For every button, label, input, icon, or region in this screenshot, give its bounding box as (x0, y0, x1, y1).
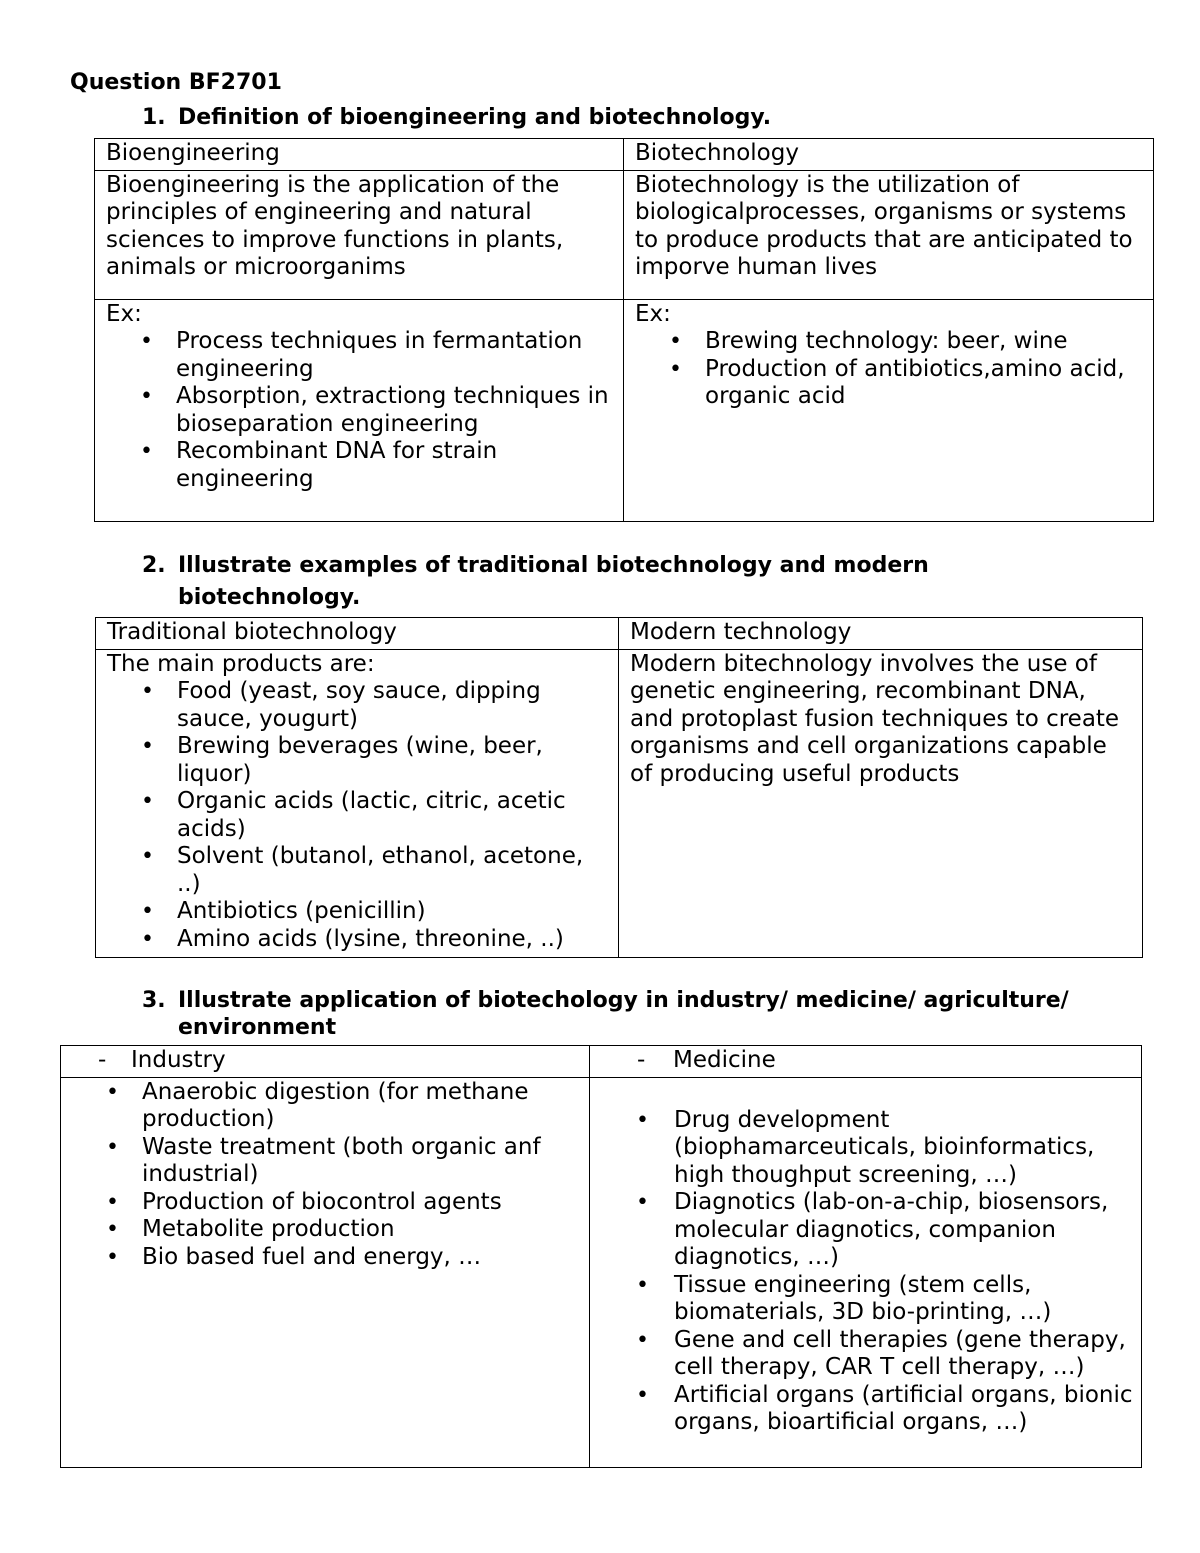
q3-medicine-label: - Medicine (600, 1047, 1133, 1075)
list-item: • Diagnotics (lab-on-a-chip, biosensors, molecular diagnotics, companion diagnotics, …) (601, 1189, 1133, 1272)
q1-bioengineering-examples (95, 299, 624, 521)
list-item: • Drug development (biophamarceuticals, bioinformatics, high thoughput screening, …) (601, 1107, 1133, 1190)
q3-table (60, 1045, 1142, 1468)
q3-header-medicine (590, 1046, 1142, 1078)
list-item: • Organic acids (lactic, citric, acetic acids) (107, 788, 610, 843)
q1-ex-label: Ex: (106, 300, 142, 327)
list-item: • Antibiotics (penicillin) (107, 898, 610, 926)
list-item: • Tissue engineering (stem cells, biomaterials, 3D bio-printing, …) (601, 1272, 1133, 1327)
list-item: • Anaerobic digestion (for methane production) (71, 1079, 581, 1134)
q2-heading (142, 550, 1022, 614)
list-item: • Solvent (butanol, ethanol, acetone, ..) (107, 843, 610, 898)
document-title: Question BF2701 (70, 70, 282, 95)
q1-heading-text: Definition of bioengineering and biotechnology. (178, 105, 772, 130)
list-item: • Production of antibiotics,amino acid, organic acid (635, 356, 1145, 411)
q2-header-row (96, 618, 1143, 650)
q2-modern-content: Modern bitechnology involves the use of genetic engineering, recombinant DNA, and protoplast fusion techniques to create organisms and cell organizations capable of producing useful products (619, 649, 1143, 957)
q2-content-row (96, 649, 1143, 957)
list-item: • Amino acids (lysine, threonine, ..) (107, 926, 610, 954)
q2-traditional-intro: The main products are: (107, 650, 375, 677)
list-item: • Bio based fuel and energy, … (71, 1244, 581, 1272)
q2-traditional-list (107, 678, 610, 953)
q2-traditional-content (96, 649, 619, 957)
q1-biotechnology-list (635, 328, 1145, 411)
q1-bioengineering-definition: Bioengineering is the application of the principles of engineering and natural sciences to improve functions in plants, animals or microorganims (95, 170, 624, 299)
list-item: • Artificial organs (artificial organs, bionic organs, bioartificial organs, …) (601, 1382, 1133, 1437)
q1-definition-row (95, 170, 1154, 299)
q3-header-industry (61, 1046, 590, 1078)
q1-heading (142, 102, 1142, 134)
q1-biotechnology-definition: Biotechnology is the utilization of biologicalprocesses, organisms or systems to produce products that are anticipated to imporve human lives (624, 170, 1154, 299)
list-item: • Metabolite production (71, 1216, 581, 1244)
q3-industry-list (71, 1079, 581, 1272)
q2-header-traditional: Traditional biotechnology (96, 618, 619, 650)
q1-number: 1. (142, 105, 166, 130)
q3-industry-content (61, 1077, 590, 1467)
list-item: • Waste treatment (both organic anf industrial) (71, 1134, 581, 1189)
q1-example-row (95, 299, 1154, 521)
q2-header-modern: Modern technology (619, 618, 1143, 650)
q3-number: 3. (142, 988, 166, 1013)
q3-header-row (61, 1046, 1142, 1078)
q3-content-row (61, 1077, 1142, 1467)
q2-heading-text: Illustrate examples of traditional biotechnology and modern biotechnology. (178, 553, 929, 610)
list-item: • Recombinant DNA for strain engineering (106, 438, 615, 493)
list-item: • Absorption, extractiong techniques in bioseparation engineering (106, 383, 615, 438)
q1-bioengineering-list (106, 328, 615, 493)
list-item: • Brewing beverages (wine, beer, liquor) (107, 733, 610, 788)
q3-industry-label: - Industry (61, 1047, 581, 1075)
q3-medicine-list (601, 1107, 1133, 1437)
q1-biotechnology-examples (624, 299, 1154, 521)
q2-number: 2. (142, 553, 166, 578)
q2-table (95, 617, 1143, 958)
list-item: • Process techniques in fermantation engineering (106, 328, 615, 383)
q3-heading-text: Illustrate application of biotechology in industry/ medicine/ agriculture/ environment (178, 988, 1069, 1040)
q3-medicine-content (590, 1077, 1142, 1467)
list-item: • Production of biocontrol agents (71, 1189, 581, 1217)
q1-ex-label: Ex: (635, 300, 671, 327)
q1-header-row (95, 139, 1154, 171)
list-item: • Brewing technology: beer, wine (635, 328, 1145, 356)
q1-header-bioengineering: Bioengineering (95, 139, 624, 171)
list-item: • Food (yeast, soy sauce, dipping sauce, yougurt) (107, 678, 610, 733)
list-item: • Gene and cell therapies (gene therapy, cell therapy, CAR T cell therapy, …) (601, 1327, 1133, 1382)
q1-header-biotechnology: Biotechnology (624, 139, 1154, 171)
q3-heading (142, 987, 1142, 1041)
q1-table (94, 138, 1154, 522)
